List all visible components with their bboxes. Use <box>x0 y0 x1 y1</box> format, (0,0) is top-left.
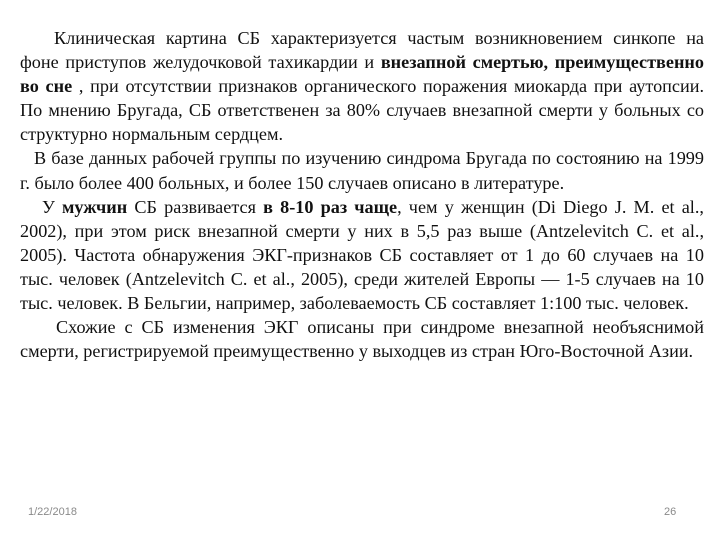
paragraph-epidemiology <box>20 195 704 315</box>
text-run: Клиническая картина СБ характеризуется частым возникновением синкопе на фоне приступов желудочковой тахикардии и <box>20 28 704 73</box>
paragraph-clinical-picture <box>20 26 704 146</box>
text-run-bold: внезапной смертью, преимущественно во сне <box>20 52 704 97</box>
text-run-bold: мужчин <box>62 196 128 217</box>
paragraph-database <box>20 146 704 194</box>
text-run: У <box>42 196 63 217</box>
text-run: , при отсутствии признаков органического поражения миокарда при аутопсии. По мнению Бругада, СБ ответственен за 80% случаев внезапной смерти у больных со структурно нормальным сердцем. <box>20 76 705 145</box>
text-run: В базе данных рабочей группы по изучению синдрома Бругада по состоянию на 1999 г. было более 400 больных, и более 150 случаев описано в литературе. <box>20 148 704 193</box>
footer-page-number: 26 <box>664 506 677 518</box>
slide-body-text <box>20 26 704 363</box>
paragraph-asia-syndrome <box>20 315 704 363</box>
text-run: , чем у женщин (Di Diego J. M. et al., 2002), при этом риск внезапной смерти у них в 5,5 раз выше (Antzelevitch C. et al., 2005). Частота обнаружения ЭКГ-признаков СБ составляет от 1 до 60 случаев на 10 тыс. человек (Antzelevitch C. et al., 2005), среди жителей Европы — 1-5 случаев на 10 тыс. человек. В Бельгии, например, заболеваемость СБ составляет 1:100 тыс. человек. <box>20 196 704 314</box>
footer-date: 1/22/2018 <box>28 506 77 518</box>
text-run-bold: в 8-10 раз чаще <box>263 196 398 217</box>
text-run: СБ развивается <box>127 196 264 217</box>
text-run: Схожие с СБ изменения ЭКГ описаны при синдроме внезапной необъяснимой смерти, регистрируемой преимущественно у выходцев из стран Юго-Восточной Азии. <box>20 317 704 362</box>
